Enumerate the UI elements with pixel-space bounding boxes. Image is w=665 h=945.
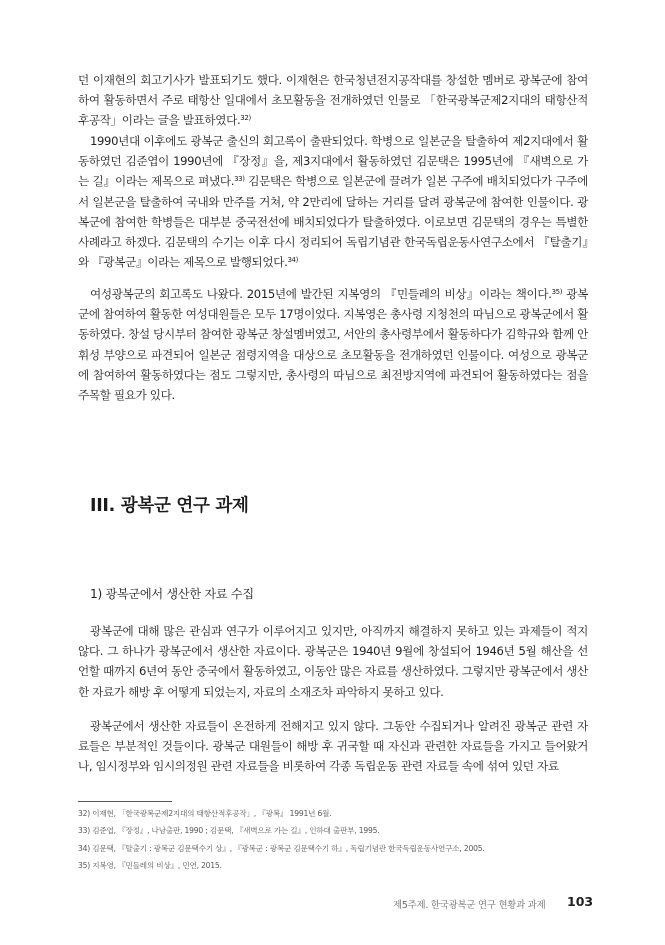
footnote-divider	[78, 801, 172, 802]
footnote-ref-33[interactable]: 33)	[234, 175, 245, 184]
section-heading: III. 광복군 연구 과제	[90, 496, 249, 516]
footnote-32: 32) 이재현, 「한국광복군제2지대의 태항산적후공작」, 『광복』 1991년 6월.	[78, 809, 332, 818]
footnote-ref-34[interactable]: 34)	[287, 256, 299, 265]
paragraph-text: 김문택은 학병으로 일본군에 끌려가 일본 구주에 배치되었다가 구주에서 일본군을 탈출하여 국내와 만주를 거쳐, 약 2만리에 달하는 거리를 달려 광복군에 참여한 인물이다. 광복군에 참여한 학병들은 대부분 중국전선에 배치되었다가 탈출하였다. 이로보면 김문택의 경우는 특별한 사례라고 하겠다. 김문택의 수기는 이후 다시 정리되어 독립기념관 한국독립운동사연구소에서 『탈출기』와 『광복군』이라는 제목으로 발행되었다.	[78, 174, 589, 270]
running-footer: 제5주제. 한국광복군 연구 현황과 과제	[393, 900, 546, 911]
body-paragraph-5: 광복군에서 생산한 자료들이 온전하게 전해지고 있지 않다. 그동안 수집되거나 알려진 광복군 관련 자료들은 부분적인 것들이다. 광복군 대원들이 해방 후 귀국할 때 자신과 관련한 자료들을 가지고 들어왔거나, 임시정부와 임시의정원 관련 자료들을 비롯하여 각종 독립운동 관련 자료들 속에 섞여 있던 자료	[78, 719, 588, 774]
paragraph-text: 여성광복군의 회고록도 나왔다. 2015년에 발간된 지복영의 『민들레의 비상』이라는 책이다.	[90, 287, 552, 301]
paragraph-text: 광복군에 참여하여 활동한 여성대원들은 모두 17명이었다. 지복영은 총사령 지청천의 따님으로 광복군에서 활동하였다. 창설 당시부터 참여한 광복군 창설멤버였고, 서안의 총사령부에서 활동하다가 김학규와 함께 안휘성 부양으로 파견되어 일본군 점령지역을 대상으로 초모활동을 전개하였던 인물이다. 여성으로 광복군에 참여하여 활동하였다는 점도 그렇지만, 총사령의 따님으로 최전방지역에 파견되어 활동하였다는 점을 주목할 필요가 있다.	[78, 287, 588, 403]
body-paragraph-2	[78, 131, 588, 272]
paragraph-text: 1990년대 이후에도 광복군 출신의 회고록이 출판되었다. 학병으로 일본군을 탈출하여 제2지대에서 활동하였던 김준엽이 1990년에 『장정』을, 제3지대에서 활동하였던 김문택은 1995년에 『새벽으로 가는 길』이라는 제목으로 펴냈다.	[78, 134, 588, 189]
footnote-ref-35[interactable]: 35)	[551, 288, 563, 296]
footnotes	[78, 805, 598, 874]
footnote-34: 34) 김문택, 『탈출기 : 광복군 김문택수기 상』, 『광복군 : 광복군 김문택수기 하』, 독립기념관 한국독립운동사연구소, 2005.	[78, 843, 485, 853]
page-number: 103	[567, 894, 594, 909]
subsection-heading: 1) 광복군에서 생산한 자료 수집	[90, 587, 254, 601]
body-paragraph-1	[78, 70, 588, 131]
footnote-35: 35) 지복영, 『민들레의 비상』, 민연, 2015.	[78, 860, 222, 870]
paragraph-text: 던 이재현의 회고기사가 발표되기도 했다. 이재현은 한국청년전지공작대를 창설한 멤버로 광복군에 참여하여 활동하면서 주로 태항산 일대에서 초모활동을 전개하였던 인물로 「한국광복군제2지대의 태항산적후공작」이라는 글을 발표하였다.	[78, 73, 588, 128]
footnote-33: 33) 김준엽, 『장정』, 나남출판, 1990 ; 김문택, 『새벽으로 가는 길』, 인하대 출판부, 1995.	[78, 826, 380, 836]
body-paragraph-4: 광복군에 대해 많은 관심과 연구가 이루어지고 있지만, 아직까지 해결하지 못하고 있는 과제들이 적지 않다. 그 하나가 광복군에서 생산한 자료이다. 광복군은 1940년 9월에 창설되어 1946년 5월 해산을 선언할 때까지 6년여 동안 중국에서 활동하였고, 이동안 많은 자료를 생산하였다. 그렇지만 광복군에서 생산한 자료가 해방 후 어떻게 되었는지, 자료의 소재조차 파악하지 못하고 있다.	[78, 624, 588, 699]
footnote-ref-32[interactable]: 32)	[240, 114, 251, 123]
body-paragraph-3	[78, 284, 588, 405]
